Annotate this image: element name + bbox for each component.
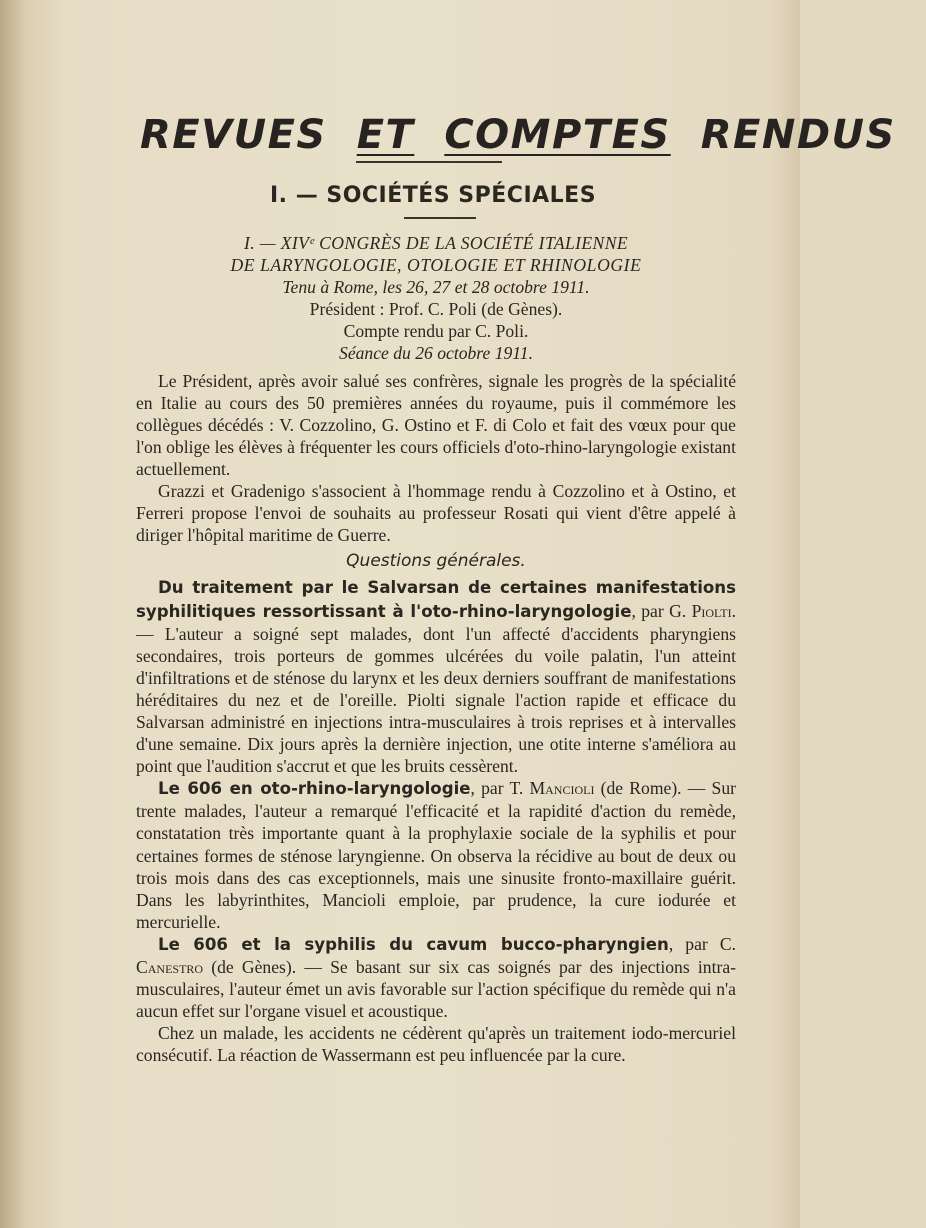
paragraph: Le Président, après avoir salué ses confrères, signale les progrès de la spécialité en Italie au cours des 50 premières années du royaume, puis il commémore les collègues décédés : V. Cozzolino, G. Ostino et F. di Colo et fait des vœux pour que l'on oblige les élèves à fréquenter les cours officiels d'oto-rhino-laryngologie existant actuellement. [136,370,736,479]
byline: , par G. [631,600,692,621]
congress-president: Président : Prof. C. Poli (de Gènes). [309,299,563,320]
masthead-word: ET [356,112,415,158]
masthead-word: RENDUS [700,112,896,158]
article-text: — Se basant sur six cas soignés par des injections intra-musculaires, l'auteur émet un avis favorable sur l'action spécifique du remède qui n'a aucun effet sur l'organe visuel et acoustique. [136,957,736,1022]
article-title: Du traitement par le Salvarsan de certaines manifestations syphilitiques ressortissant à l'oto-rhino-laryngologie [136,578,736,621]
article-text: — Sur trente malades, l'auteur a remarqué l'efficacité et la rapidité d'action du remède, constatation très importante quant à la prophylaxie sociale de la syphilis et pour certaines formes de sténose laryngienne. On observa la récidive au bout de deux ou trois mois dans des cas exceptionnels, mais une sinusite fronto-maxillaire guérit. Dans les labyrinthites, Mancioli emploie, par prudence, la cure iodurée et mercurielle. [136,778,736,932]
paragraph: Chez un malade, les accidents ne cédèrent qu'après un traitement iodo-mercuriel consécutif. La réaction de Wassermann est peu influencée par la cure. [136,1023,736,1066]
congress-title-line: DE LARYNGOLOGIE, OTOLOGIE ET RHINOLOGIE [230,255,642,276]
paragraph: Grazzi et Gradenigo s'associent à l'hommage rendu à Cozzolino et à Ostino, et Ferreri propose l'envoi de souhaits au professeur Rosati qui vient d'être appelé à diriger l'hôpital maritime de Guerre. [136,481,736,546]
article-text: — L'auteur a soigné sept malades, dont l'un affecté d'accidents pharyngiens secondaires, trois porteurs de gommes ulcérées du voile palatin, l'un atteint d'infiltrations et de sténose du larynx et les deux derniers souffrant de manifestations héréditaires du nez et de l'oreille. Piolti signale l'action rapide et efficace du Salvarsan administré en injections intra-musculaires à trois reprises et à intervalles d'une semaine. Dix jours après la dernière injection, une otite interne s'améliora au point que l'audition s'accrut et que les bruits cessèrent. [136,623,736,777]
session-date: Séance du 26 octobre 1911. [339,343,533,364]
congress-dates: Tenu à Rome, les 26, 27 et 28 octobre 1911. [282,277,590,298]
author-name: Canestro [136,957,204,977]
page-binding-shadow [0,0,26,1228]
journal-masthead [140,112,896,158]
congress-title-line: I. — XIVᵉ CONGRÈS DE LA SOCIÉTÉ ITALIENNE [244,233,628,253]
author-name: Mancioli [529,778,595,799]
author-origin: (de Rome). [594,778,682,799]
author-origin: . [731,600,736,621]
section-title: I. — SOCIÉTÉS SPÉCIALES [270,183,597,208]
questions-heading: Questions générales. [346,551,526,572]
article-title: Le 606 en oto-rhino-laryngologie [158,779,471,799]
article-body [136,232,736,1066]
report-author: Compte rendu par C. Poli. [343,321,529,342]
article-entry [136,933,736,1022]
masthead-word: REVUES [140,112,327,158]
article-entry [136,777,736,933]
author-name: Piolti [691,600,732,621]
article-title: Le 606 et la syphilis du cavum bucco-pharyngien [158,934,669,954]
byline: , par T. [470,778,530,799]
byline: , par C. [668,933,736,954]
article-entry [136,576,736,777]
divider-rule [356,161,502,163]
author-origin: (de Gènes). [203,957,297,977]
divider-rule [404,217,476,219]
masthead-word: COMPTES [444,112,671,158]
